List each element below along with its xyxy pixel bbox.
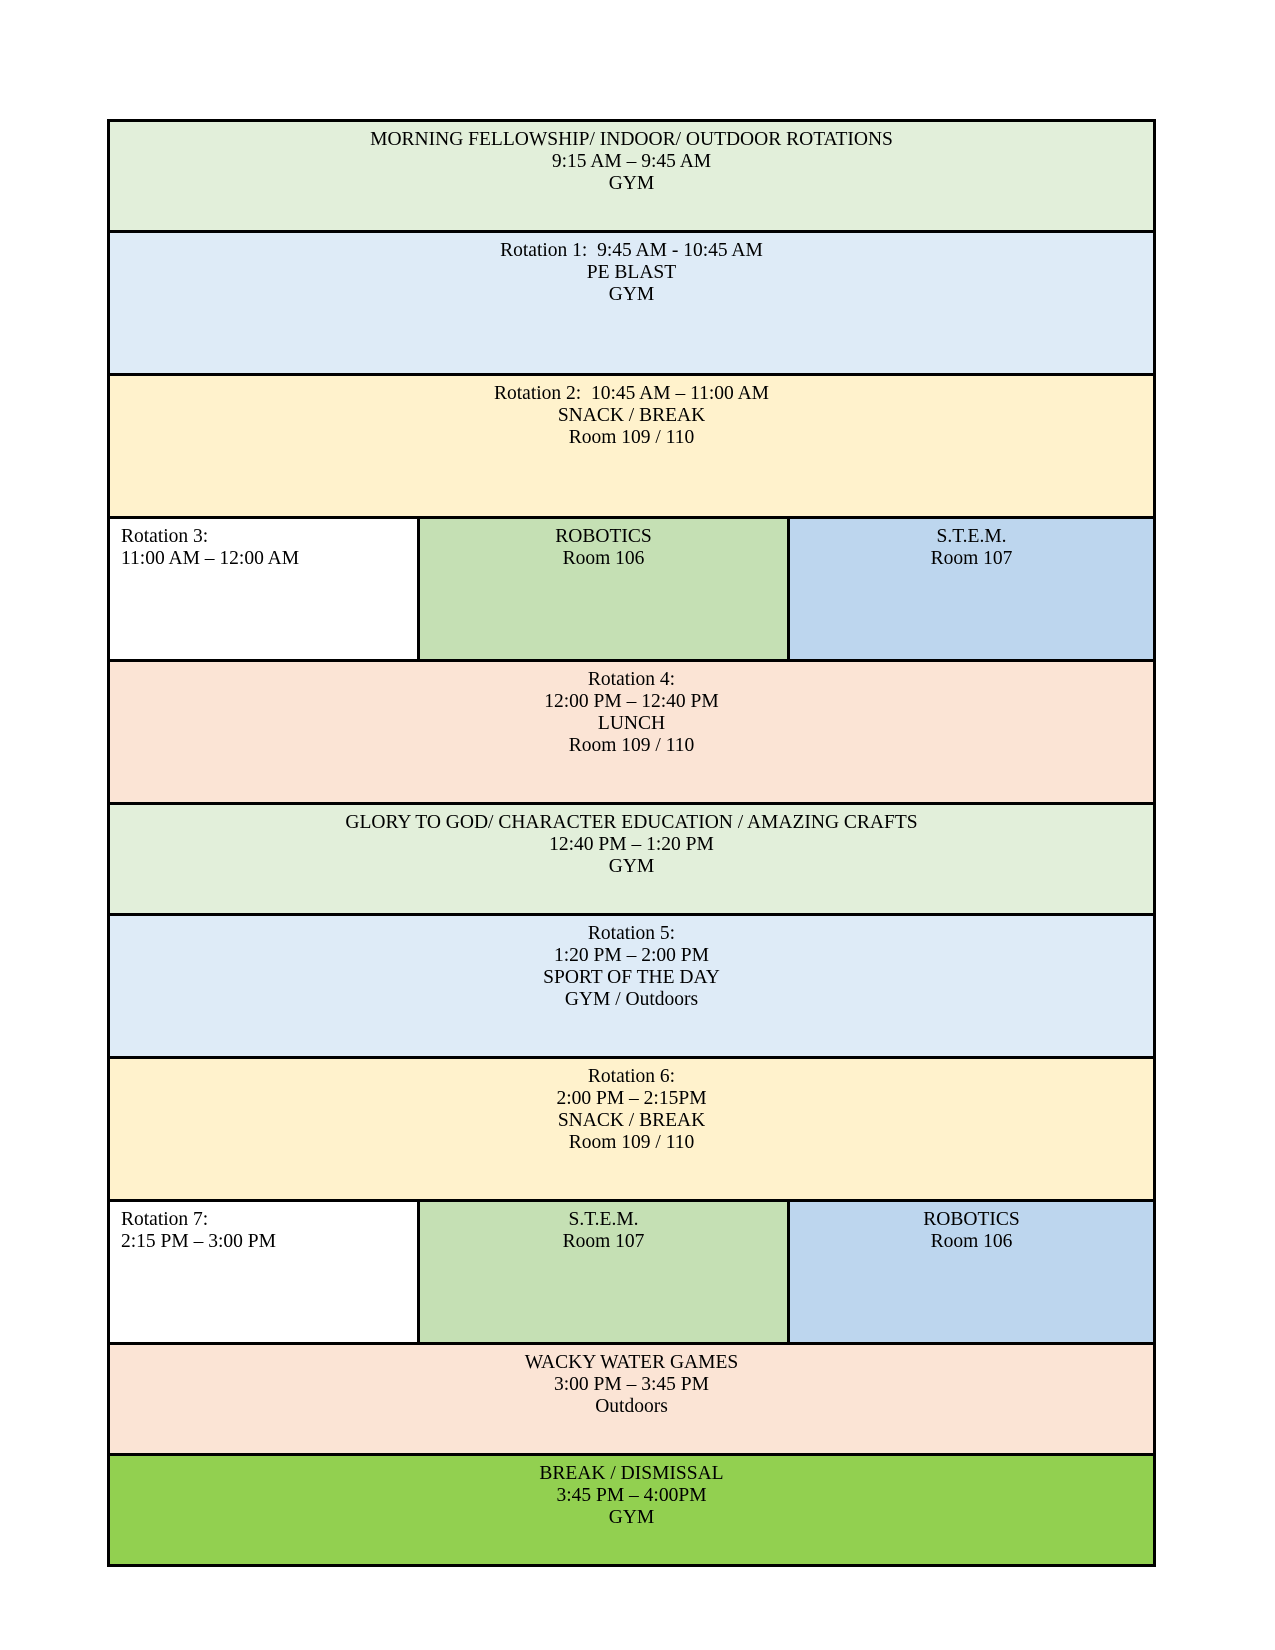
rotation-3-b-activity: S.T.E.M. bbox=[936, 526, 1007, 547]
glory-title: GLORY TO GOD/ CHARACTER EDUCATION / AMAZING CRAFTS bbox=[345, 812, 918, 833]
rotation-4-cell bbox=[110, 662, 1153, 802]
morning-fellowship-cell bbox=[110, 122, 1153, 230]
rotation-3-stem-cell bbox=[790, 519, 1153, 659]
row-rotation-7 bbox=[110, 1202, 1153, 1345]
row-rotation-4 bbox=[110, 662, 1153, 805]
row-rotation-3 bbox=[110, 519, 1153, 662]
rotation-4-location: Room 109 / 110 bbox=[568, 735, 695, 756]
water-games-cell bbox=[110, 1345, 1153, 1453]
rotation-5-time: 1:20 PM – 2:00 PM bbox=[554, 945, 709, 966]
rotation-1-cell bbox=[110, 233, 1153, 373]
dismissal-location: GYM bbox=[608, 1507, 655, 1528]
rotation-7-a-activity: S.T.E.M. bbox=[568, 1209, 639, 1230]
rotation-7-b-activity: ROBOTICS bbox=[923, 1209, 1020, 1230]
rotation-3-a-room: Room 106 bbox=[562, 548, 645, 569]
glory-time: 12:40 PM – 1:20 PM bbox=[549, 834, 714, 855]
row-rotation-1 bbox=[110, 233, 1153, 376]
rotation-7-label-cell bbox=[110, 1202, 420, 1342]
rotation-2-activity: SNACK / BREAK bbox=[557, 405, 706, 426]
rotation-7-robotics-cell bbox=[790, 1202, 1153, 1342]
row-wacky-water-games bbox=[110, 1345, 1153, 1456]
dismissal-time: 3:45 PM – 4:00PM bbox=[556, 1485, 707, 1506]
rotation-3-label-cell bbox=[110, 519, 420, 659]
dismissal-cell bbox=[110, 1456, 1153, 1564]
rotation-3-a-activity: ROBOTICS bbox=[555, 526, 652, 547]
rotation-6-time: 2:00 PM – 2:15PM bbox=[556, 1088, 707, 1109]
rotation-3-time: 11:00 AM – 12:00 AM bbox=[121, 548, 300, 569]
morning-location: GYM bbox=[608, 173, 655, 194]
water-location: Outdoors bbox=[595, 1396, 668, 1417]
rotation-5-activity: SPORT OF THE DAY bbox=[543, 967, 720, 988]
rotation-3-robotics-cell bbox=[420, 519, 790, 659]
rotation-4-label: Rotation 4: bbox=[587, 669, 676, 690]
rotation-5-label: Rotation 5: bbox=[587, 923, 676, 944]
rotation-5-cell bbox=[110, 916, 1153, 1056]
rotation-7-a-room: Room 107 bbox=[562, 1231, 645, 1252]
rotation-1-activity: PE BLAST bbox=[586, 262, 677, 283]
water-time: 3:00 PM – 3:45 PM bbox=[554, 1374, 709, 1395]
row-dismissal bbox=[110, 1456, 1153, 1564]
rotation-6-label: Rotation 6: bbox=[587, 1066, 676, 1087]
schedule-table bbox=[107, 119, 1156, 1567]
rotation-5-location: GYM / Outdoors bbox=[564, 989, 699, 1010]
morning-title: MORNING FELLOWSHIP/ INDOOR/ OUTDOOR ROTATIONS bbox=[370, 129, 893, 150]
row-rotation-2 bbox=[110, 376, 1153, 519]
rotation-4-activity: LUNCH bbox=[597, 713, 666, 734]
row-rotation-6 bbox=[110, 1059, 1153, 1202]
rotation-7-b-room: Room 106 bbox=[930, 1231, 1013, 1252]
rotation-2-cell bbox=[110, 376, 1153, 516]
morning-time: 9:15 AM – 9:45 AM bbox=[551, 151, 712, 172]
rotation-2-time: Rotation 2: 10:45 AM – 11:00 AM bbox=[493, 383, 769, 404]
row-morning-fellowship bbox=[110, 122, 1153, 233]
rotation-3-b-room: Room 107 bbox=[930, 548, 1013, 569]
glory-location: GYM bbox=[608, 856, 655, 877]
rotation-4-time: 12:00 PM – 12:40 PM bbox=[544, 691, 719, 712]
rotation-7-time: 2:15 PM – 3:00 PM bbox=[121, 1231, 276, 1252]
water-title: WACKY WATER GAMES bbox=[524, 1352, 739, 1373]
rotation-3-label: Rotation 3: bbox=[121, 526, 209, 547]
row-glory-to-god bbox=[110, 805, 1153, 916]
rotation-1-location: GYM bbox=[608, 284, 655, 305]
rotation-1-time: Rotation 1: 9:45 AM - 10:45 AM bbox=[500, 240, 763, 261]
rotation-7-label: Rotation 7: bbox=[121, 1209, 209, 1230]
rotation-6-location: Room 109 / 110 bbox=[568, 1132, 695, 1153]
rotation-6-cell bbox=[110, 1059, 1153, 1199]
row-rotation-5 bbox=[110, 916, 1153, 1059]
dismissal-title: BREAK / DISMISSAL bbox=[539, 1463, 724, 1484]
glory-cell bbox=[110, 805, 1153, 913]
rotation-2-location: Room 109 / 110 bbox=[568, 427, 695, 448]
rotation-7-stem-cell bbox=[420, 1202, 790, 1342]
rotation-6-activity: SNACK / BREAK bbox=[557, 1110, 706, 1131]
